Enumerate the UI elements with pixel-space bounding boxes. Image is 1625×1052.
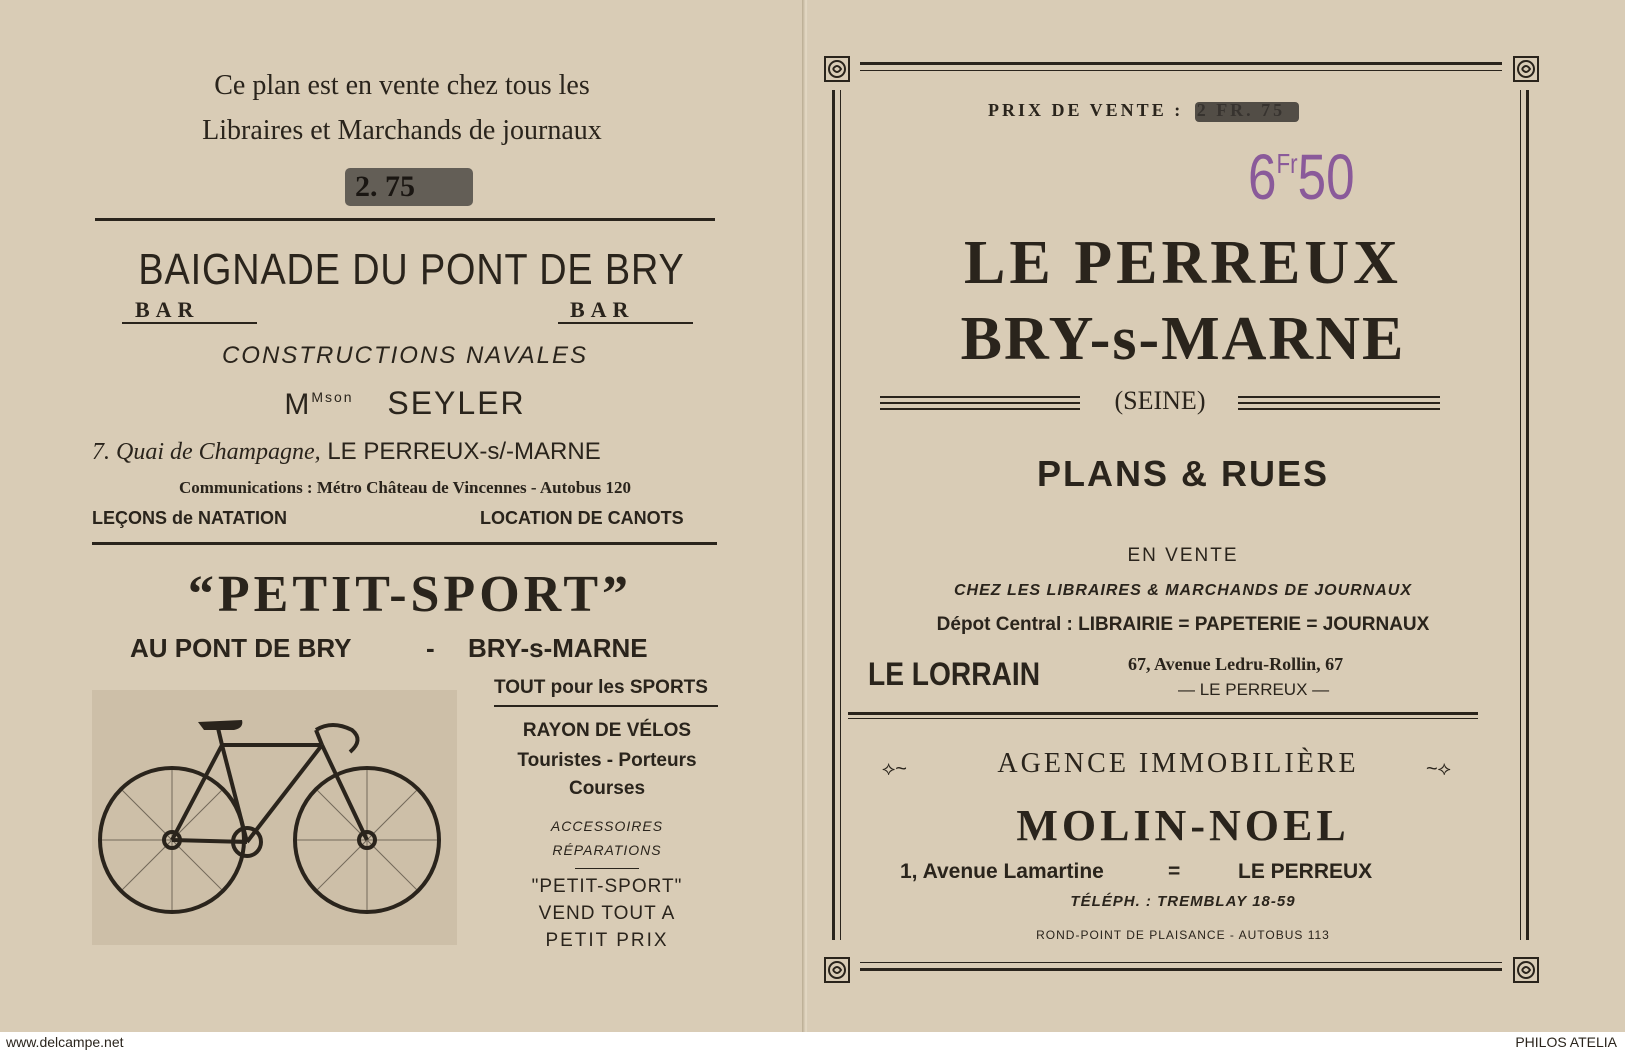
ornament-left-icon: ⟡~	[882, 758, 907, 780]
seine-rule-left	[880, 402, 1080, 404]
divider	[848, 712, 1478, 715]
depot-central: Dépot Central : LIBRAIRIE = PAPETERIE = JOURNAUX	[936, 614, 1430, 635]
tout-pour-sports: TOUT pour les SPORTS	[494, 677, 708, 698]
address-city: LE PERREUX-s/-MARNE	[327, 438, 601, 465]
bar-left: BAR	[135, 297, 200, 322]
frame-top-inner	[860, 70, 1502, 71]
prix-obliteration	[1195, 102, 1299, 122]
bar-left-underline	[122, 322, 257, 324]
frame-left	[832, 90, 835, 940]
prix-label: PRIX DE VENTE :	[988, 100, 1184, 120]
frame-bottom	[860, 968, 1502, 971]
constructions-navales: CONSTRUCTIONS NAVALES	[221, 342, 589, 369]
frame-right	[1526, 90, 1529, 940]
lecons-natation: LEÇONS de NATATION	[92, 508, 287, 528]
vend-tout: VEND TOUT A	[538, 903, 676, 924]
seine-rule-left	[880, 396, 1080, 398]
en-vente: EN VENTE	[1127, 545, 1239, 566]
seine-rule-right	[1238, 402, 1440, 404]
communications: Communications : Métro Château de Vincennes - Autobus 120	[178, 478, 632, 497]
agence-sep: =	[1168, 860, 1181, 883]
bar-right-underline	[558, 322, 693, 324]
saddle	[198, 720, 242, 730]
accessoires: ACCESSOIRES	[550, 818, 664, 834]
rose-corner-icon	[824, 957, 850, 983]
old-price: 2. 75	[355, 170, 415, 203]
molin-noel: MOLIN-NOEL	[1016, 801, 1350, 850]
frame-bottom-inner	[860, 962, 1502, 963]
address-street: 7. Quai de Champagne,	[92, 439, 321, 465]
right-page	[808, 0, 1625, 1032]
subtitle-dash: -	[426, 633, 435, 663]
bicycle-image	[92, 690, 457, 945]
ornament-right-icon: ~⟡	[1426, 758, 1451, 780]
le-lorrain: LE LORRAIN	[868, 656, 1041, 692]
intro-line-1: Ce plan est en vente chez tous les	[214, 70, 590, 101]
maison-seyler: $M^{Mson}$ SEYLER	[284, 385, 526, 421]
rose-corner-icon	[1513, 56, 1539, 82]
watermark-left: www.delcampe.net	[6, 1034, 124, 1050]
plans-rues: PLANS & RUES	[1036, 453, 1330, 494]
frame-top	[860, 62, 1502, 65]
lorrain-city: — LE PERREUX —	[1178, 680, 1330, 699]
agence-immobiliere: AGENCE IMMOBILIÈRE	[997, 748, 1359, 779]
frame-left-inner	[840, 90, 841, 940]
petit-sport-title: “PETIT-SPORT”	[187, 566, 633, 623]
divider	[848, 718, 1478, 719]
watermark-right: PHILOS ATELIA	[1515, 1034, 1617, 1050]
frame-right-inner	[1520, 90, 1521, 940]
stamp-main: 6	[1248, 141, 1277, 213]
pont-de-bry: AU PONT DE BRY	[130, 633, 352, 663]
stamp-cents: 50	[1297, 141, 1355, 213]
reparations: RÉPARATIONS	[552, 842, 662, 858]
maison-prefix: Mson	[311, 389, 354, 405]
divider	[92, 542, 717, 545]
location-canots: LOCATION DE CANOTS	[480, 508, 684, 528]
intro-line-2: Libraires et Marchands de journaux	[202, 115, 602, 146]
chez-libraires: CHEZ LES LIBRAIRES & MARCHANDS DE JOURNAUX	[953, 582, 1413, 599]
agence-city: LE PERREUX	[1238, 860, 1373, 883]
seine-rule-right	[1238, 396, 1440, 398]
rose-corner-icon	[824, 56, 850, 82]
footer-bar	[0, 1032, 1625, 1052]
seine-rule-right	[1238, 408, 1440, 410]
petit-prix: PETIT PRIX	[545, 930, 669, 951]
bry-sur-marne: BRY-s-MARNE	[468, 633, 648, 663]
prix-de-vente	[988, 100, 1285, 121]
rayon-velos: RAYON DE VÉLOS	[522, 720, 692, 741]
baignade-title: BAIGNADE DU PONT DE BRY	[138, 245, 685, 294]
divider	[95, 218, 715, 221]
title-bry-marne: BRY-s-MARNE	[960, 305, 1406, 373]
divider	[575, 868, 639, 869]
baignade-address	[92, 438, 601, 466]
left-page	[0, 0, 804, 1032]
rond-point: ROND-POINT DE PLAISANCE - AUTOBUS 113	[1036, 928, 1330, 942]
agence-address: 1, Avenue Lamartine	[900, 860, 1104, 883]
seine-rule-left	[880, 408, 1080, 410]
telephone: TÉLÉPH. : TREMBLAY 18-59	[1070, 893, 1296, 910]
seine: (SEINE)	[1114, 386, 1206, 415]
stamp-fr: Fr	[1276, 148, 1298, 179]
divider	[494, 705, 718, 707]
bar-right: BAR	[570, 297, 635, 322]
lorrain-address: 67, Avenue Ledru-Rollin, 67	[1128, 654, 1344, 674]
petit-sport-quote: "PETIT-SPORT"	[531, 876, 683, 897]
touristes-porteurs: Touristes - Porteurs	[517, 750, 697, 771]
rose-corner-icon	[1513, 957, 1539, 983]
bicycle-icon	[92, 690, 457, 945]
stamp-price	[1248, 140, 1355, 214]
title-le-perreux: LE PERREUX	[964, 229, 1402, 297]
maison-name: SEYLER	[387, 385, 526, 421]
courses: Courses	[568, 778, 646, 799]
